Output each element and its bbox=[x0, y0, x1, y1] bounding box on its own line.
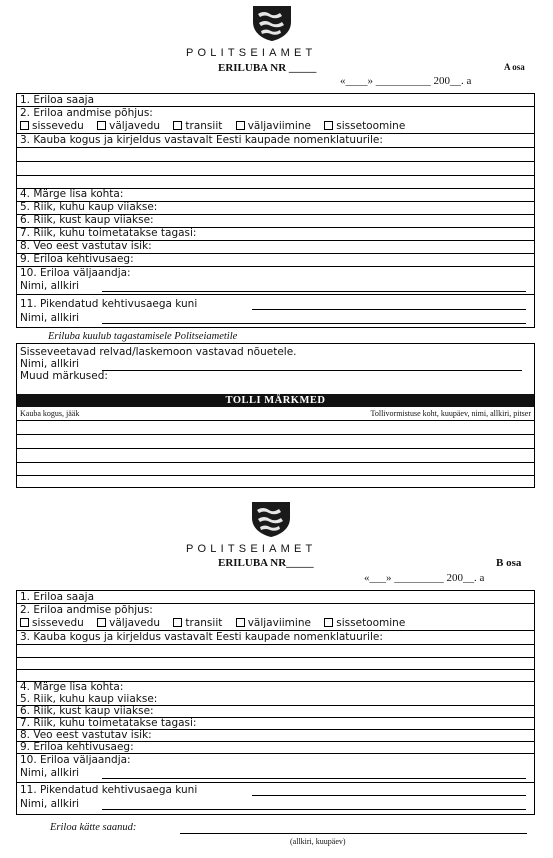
field-country-return: 7. Riik, kuhu toimetatakse tagasi: bbox=[20, 227, 197, 239]
received-label: Eriloa kätte saanud: bbox=[50, 822, 137, 833]
note-compliance: Sisseveetavad relvad/laskemoon vastavad nõuetele. bbox=[20, 346, 297, 358]
date-line: «____» __________ 200__. a bbox=[340, 75, 472, 87]
field-annex: 4. Märge lisa kohta: bbox=[20, 188, 124, 200]
field-issuer: 10. Eriloa väljaandja: bbox=[20, 267, 131, 279]
return-note: Eriluba kuulub tagastamisele Politseiametile bbox=[48, 331, 238, 342]
part-label: B osa bbox=[496, 557, 522, 569]
checkbox[interactable] bbox=[97, 618, 106, 627]
field-country-to: 5. Riik, kuhu kaup viiakse: bbox=[20, 693, 158, 705]
field-extended: 11. Pikendatud kehtivusaega kuni bbox=[20, 784, 198, 796]
field-extended-sign: Nimi, allkiri bbox=[20, 312, 80, 324]
field-responsible: 8. Veo eest vastutav isik: bbox=[20, 240, 152, 252]
note-sign: Nimi, allkiri bbox=[20, 358, 80, 370]
agency-name: POLITSEIAMET bbox=[186, 543, 317, 555]
checkbox[interactable] bbox=[236, 121, 245, 130]
notes-box bbox=[16, 343, 535, 488]
field-recipient: 1. Eriloa saaja bbox=[20, 94, 95, 106]
permit-number: ERILUBA NR _____ bbox=[218, 62, 317, 74]
coat-of-arms-icon bbox=[249, 500, 293, 538]
field-country-from: 6. Riik, kust kaup viiakse: bbox=[20, 214, 154, 226]
date-line: «___» _________ 200__. a bbox=[364, 572, 485, 584]
permit-number: ERILUBA NR_____ bbox=[218, 557, 314, 569]
field-country-to: 5. Riik, kuhu kaup viiakse: bbox=[20, 201, 158, 213]
field-validity: 9. Eriloa kehtivusaeg: bbox=[20, 253, 134, 265]
field-issuer-sign: Nimi, allkiri bbox=[20, 280, 80, 292]
checkbox[interactable] bbox=[173, 121, 182, 130]
customs-col-left: Kauba kogus, jääk bbox=[20, 409, 80, 418]
permit-form-a bbox=[16, 93, 535, 328]
checkbox[interactable] bbox=[324, 618, 333, 627]
field-goods: 3. Kauba kogus ja kirjeldus vastavalt Eesti kaupade nomenklatuurile: bbox=[20, 134, 383, 146]
field-goods: 3. Kauba kogus ja kirjeldus vastavalt Eesti kaupade nomenklatuurile: bbox=[20, 631, 383, 643]
received-signature-line bbox=[180, 833, 527, 834]
customs-header: TOLLI MÄRKMED bbox=[17, 394, 534, 407]
field-country-from: 6. Riik, kust kaup viiakse: bbox=[20, 705, 154, 717]
checkbox[interactable] bbox=[324, 121, 333, 130]
field-validity: 9. Eriloa kehtivusaeg: bbox=[20, 741, 134, 753]
field-extended: 11. Pikendatud kehtivusaega kuni bbox=[20, 298, 198, 310]
field-reason: 2. Eriloa andmise põhjus: bbox=[20, 107, 153, 119]
checkbox[interactable] bbox=[20, 618, 29, 627]
coat-of-arms-icon bbox=[250, 4, 294, 42]
permit-form-b bbox=[16, 590, 535, 815]
reason-options: sissevedu väljavedu transiit väljaviimine sissetoomine bbox=[17, 617, 534, 629]
agency-name: POLITSEIAMET bbox=[186, 47, 317, 59]
checkbox[interactable] bbox=[236, 618, 245, 627]
checkbox[interactable] bbox=[20, 121, 29, 130]
checkbox[interactable] bbox=[173, 618, 182, 627]
field-reason: 2. Eriloa andmise põhjus: bbox=[20, 604, 153, 616]
field-responsible: 8. Veo eest vastutav isik: bbox=[20, 729, 152, 741]
note-other: Muud märkused: bbox=[20, 370, 108, 382]
field-annex: 4. Märge lisa kohta: bbox=[20, 681, 124, 693]
field-issuer-sign: Nimi, allkiri bbox=[20, 767, 80, 779]
field-country-return: 7. Riik, kuhu toimetatakse tagasi: bbox=[20, 717, 197, 729]
field-extended-sign: Nimi, allkiri bbox=[20, 798, 80, 810]
reason-options: sissevedu väljavedu transiit väljaviimine sissetoomine bbox=[17, 120, 534, 132]
customs-col-right: Tollivormistuse koht, kuupäev, nimi, allkiri, pitser bbox=[370, 409, 531, 418]
checkbox[interactable] bbox=[97, 121, 106, 130]
part-label: A osa bbox=[504, 62, 525, 72]
field-issuer: 10. Eriloa väljaandja: bbox=[20, 754, 131, 766]
received-caption: (allkiri, kuupäev) bbox=[290, 837, 346, 846]
field-recipient: 1. Eriloa saaja bbox=[20, 591, 95, 603]
